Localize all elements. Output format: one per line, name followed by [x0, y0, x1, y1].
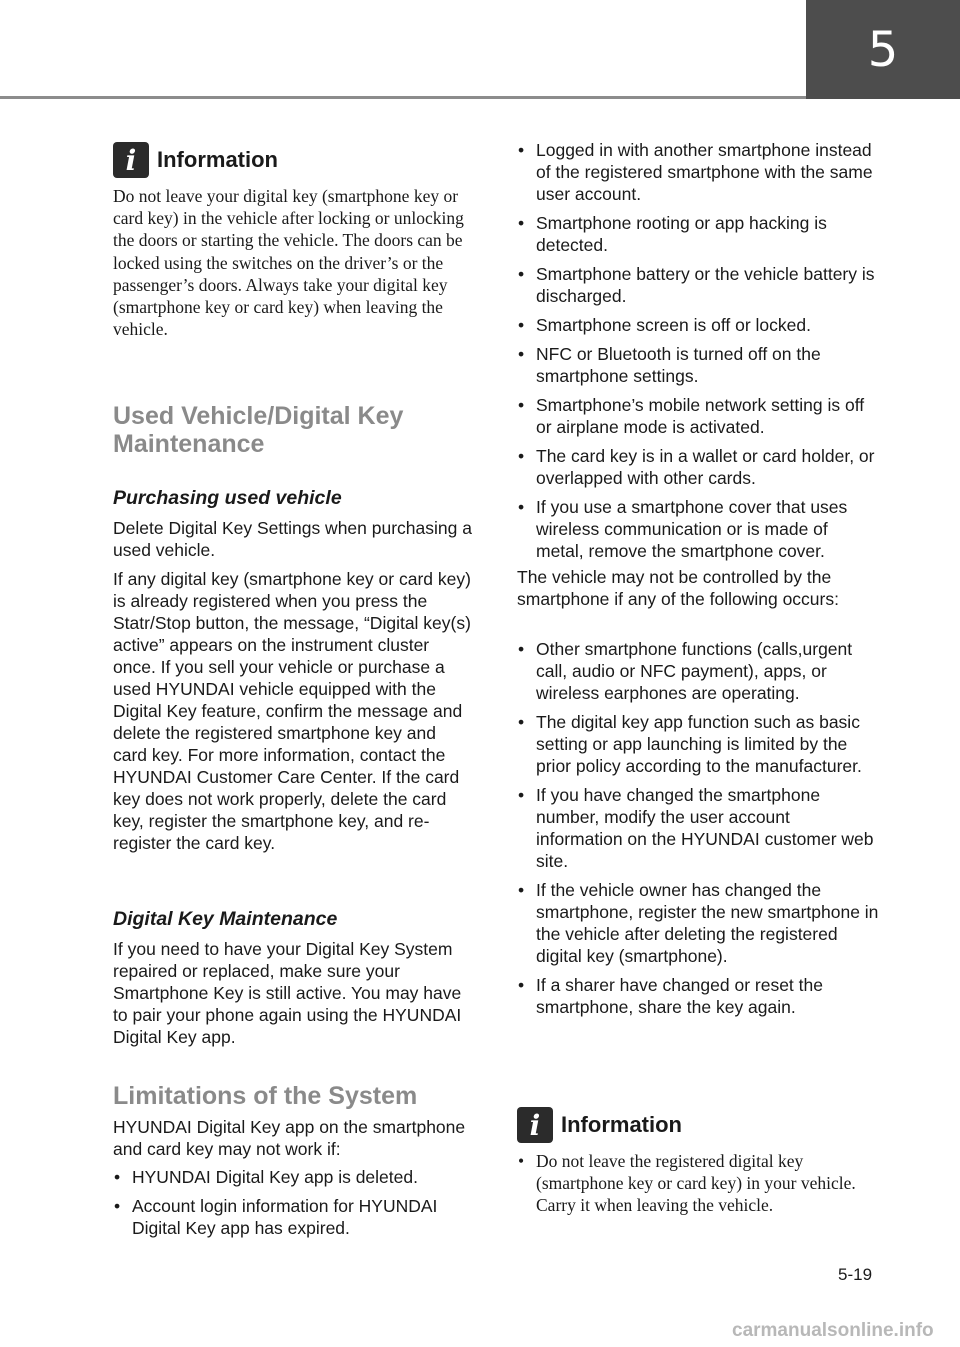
header-rule: [0, 96, 806, 99]
list-item: • Smartphone rooting or app hacking is detected.: [517, 212, 879, 256]
chapter-number: 5: [867, 21, 899, 78]
limitations-intro: HYUNDAI Digital Key app on the smartphone and card key may not work if:: [113, 1117, 466, 1159]
left-info-title: Information: [157, 147, 278, 172]
page-number: 5-19: [838, 1265, 873, 1284]
watermark: carmanualsonline.info: [732, 1320, 934, 1341]
list-item: • If you have changed the smartphone number, modify the user account information on the HYUNDAI customer web site.: [517, 784, 879, 872]
purchasing-title: Purchasing used vehicle: [113, 487, 342, 509]
chapter-tab: [806, 0, 960, 99]
limitations-list2: [517, 638, 879, 1018]
list-item: • If the vehicle owner has changed the smartphone, register the new smartphone in the vehicle after deleting the registered digital key (smartphone).: [517, 879, 879, 967]
info-icon: i: [517, 1107, 553, 1143]
left-info-text: Do not leave your digital key (smartphone key or card key) in the vehicle after locking or unlocking the doors or starting the vehicle. The doors can be locked using the switches on the driver’s or the passenger’s doors. Always take your digital key (smartphone key or card key) when leaving the vehicle.: [113, 186, 464, 340]
limitations-intro2: The vehicle may not be controlled by the smartphone if any of the following occurs:: [517, 567, 839, 609]
list-item: • Smartphone screen is off or locked.: [517, 314, 879, 336]
list-item: • Account login information for HYUNDAI Digital Key app has expired.: [113, 1195, 473, 1239]
purchasing-p2: If any digital key (smartphone key or card key) is already registered when you press the Statr/Stop button, the message, “Digital key(s) active” appears on the instrument cluster once. If you sell your vehicle or purchase a used HYUNDAI vehicle equipped with the Digital Key feature, confirm the message and delete the registered smartphone key and card key. For more information, contact the HYUNDAI Customer Care Center. If the card key does not work properly, delete the card key, register the smartphone key, and re-register the card key.: [113, 569, 471, 853]
list-item: • NFC or Bluetooth is turned off on the smartphone settings.: [517, 343, 879, 387]
dk-maintenance-title: Digital Key Maintenance: [113, 908, 338, 930]
limitations-list-left: [113, 1166, 473, 1239]
list-item: • Logged in with another smartphone instead of the registered smartphone with the same user account.: [517, 139, 879, 205]
list-item: • The digital key app function such as basic setting or app launching is limited by the prior policy according to the manufacturer.: [517, 711, 879, 777]
maintenance-title: Used Vehicle/Digital Key Maintenance: [113, 402, 404, 458]
list-item: • The card key is in a wallet or card holder, or overlapped with other cards.: [517, 445, 879, 489]
right-info-header: [517, 1107, 682, 1143]
list-item: • If a sharer have changed or reset the smartphone, share the key again.: [517, 974, 879, 1018]
purchasing-p1: Delete Digital Key Settings when purchasing a used vehicle.: [113, 518, 472, 560]
list-item: • Other smartphone functions (calls,urgent call, audio or NFC payment), apps, or wireless earphones are operating.: [517, 638, 879, 704]
list-item: • If you use a smartphone cover that uses wireless communication or is made of metal, remove the smartphone cover.: [517, 496, 879, 562]
info-icon: i: [113, 142, 149, 178]
list-item: • HYUNDAI Digital Key app is deleted.: [113, 1166, 473, 1188]
right-info-list: [517, 1150, 879, 1216]
limitations-title: Limitations of the System: [113, 1082, 418, 1110]
list-item: • Do not leave the registered digital key (smartphone key or card key) in your vehicle. Carry it when leaving the vehicle.: [517, 1150, 879, 1216]
list-item: • Smartphone’s mobile network setting is off or airplane mode is activated.: [517, 394, 879, 438]
limitations-list-right: [517, 139, 879, 562]
right-info-title: Information: [561, 1112, 682, 1137]
dk-maintenance-p1: If you need to have your Digital Key System repaired or replaced, make sure your Smartphone Key is still active. You may have to pair your phone again using the HYUNDAI Digital Key app.: [113, 939, 462, 1047]
left-info-header: [113, 142, 278, 178]
list-item: • Smartphone battery or the vehicle battery is discharged.: [517, 263, 879, 307]
